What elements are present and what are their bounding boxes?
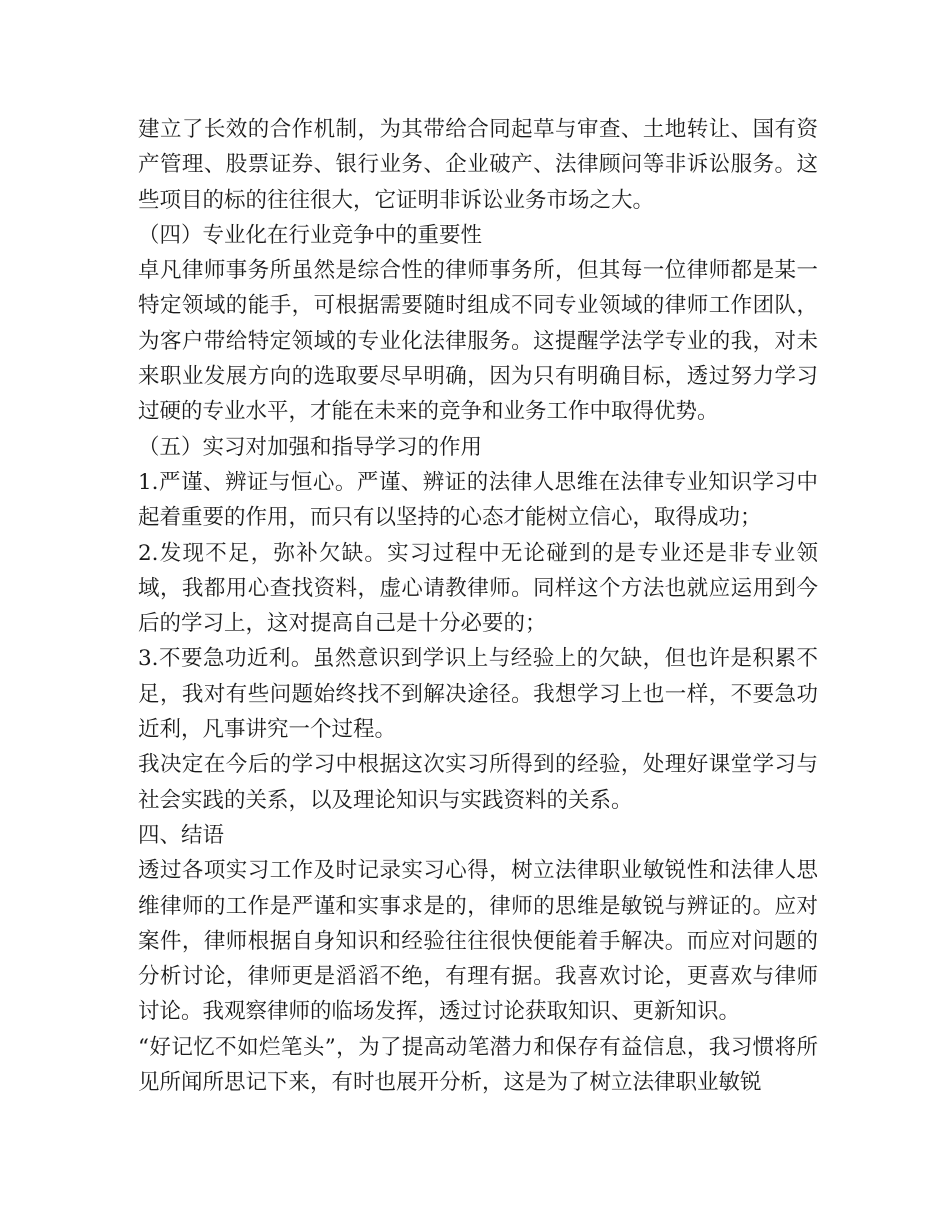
paragraph-cooperation: 建立了长效的合作机制，为其带给合同起草与审查、土地转让、国有资产管理、股票证券、银行业务、企业破产、法律顾问等非诉讼服务。这些项目的标的往往很大，它证明非诉讼业务市场之大。 [138,117,818,213]
heading-specialization: （四）专业化在行业竞争中的重要性 [138,222,483,248]
paragraph-notes: “好记忆不如烂笔头”，为了提高动笔潜力和保存有益信息，我习惯将所见所闻所思记下来，有时也展开分析，这是为了树立法律职业敏锐 [138,1034,818,1096]
paragraph-decision: 我决定在今后的学习中根据这次实习所得到的经验，处理好课堂学习与社会实践的关系，以及理论知识与实践资料的关系。 [138,752,818,813]
list-item-patience: 3.不要急功近利。虽然意识到学识上与经验上的欠缺，但也许是积累不足，我对有些问题始终找不到解决途径。我想学习上也一样，不要急功近利，凡事讲究一个过程。 [138,646,818,743]
paragraph-conclusion: 透过各项实习工作及时记录实习心得，树立法律职业敏锐性和法律人思维律师的工作是严谨和实事求是的，律师的思维是敏锐与辨证的。应对案件，律师根据自身知识和经验往往很快便能着手解决。而应对问题的分析讨论，律师更是滔滔不绝，有理有据。我喜欢讨论，更喜欢与律师讨论。我观察律师的临场发挥，透过讨论获取知识、更新知识。 [138,858,818,1025]
list-item-shortcomings: 2.发现不足，弥补欠缺。实习过程中无论碰到的是专业还是非专业领域，我都用心查找资料，虚心请教律师。同样这个方法也就应运用到今后的学习上，这对提高自己是十分必要的； [138,540,818,637]
heading-internship-role: （五）实习对加强和指导学习的作用 [138,434,483,460]
document-body [138,112,818,1100]
list-item-rigor: 1.严谨、辨证与恒心。严谨、辨证的法律人思维在法律专业知识学习中起着重要的作用，而只有以坚持的心态才能树立信心，取得成功； [138,469,818,531]
heading-conclusion: 四、结语 [138,822,225,848]
paragraph-specialization: 卓凡律师事务所虽然是综合性的律师事务所，但其每一位律师都是某一特定领域的能手，可根据需要随时组成不同专业领域的律师工作团队，为客户带给特定领域的专业化法律服务。这提醒学法学专业的我，对未来职业发展方向的选取要尽早明确，因为只有明确目标，透过努力学习过硬的专业水平，才能在未来的竞争和业务工作中取得优势。 [138,258,818,425]
